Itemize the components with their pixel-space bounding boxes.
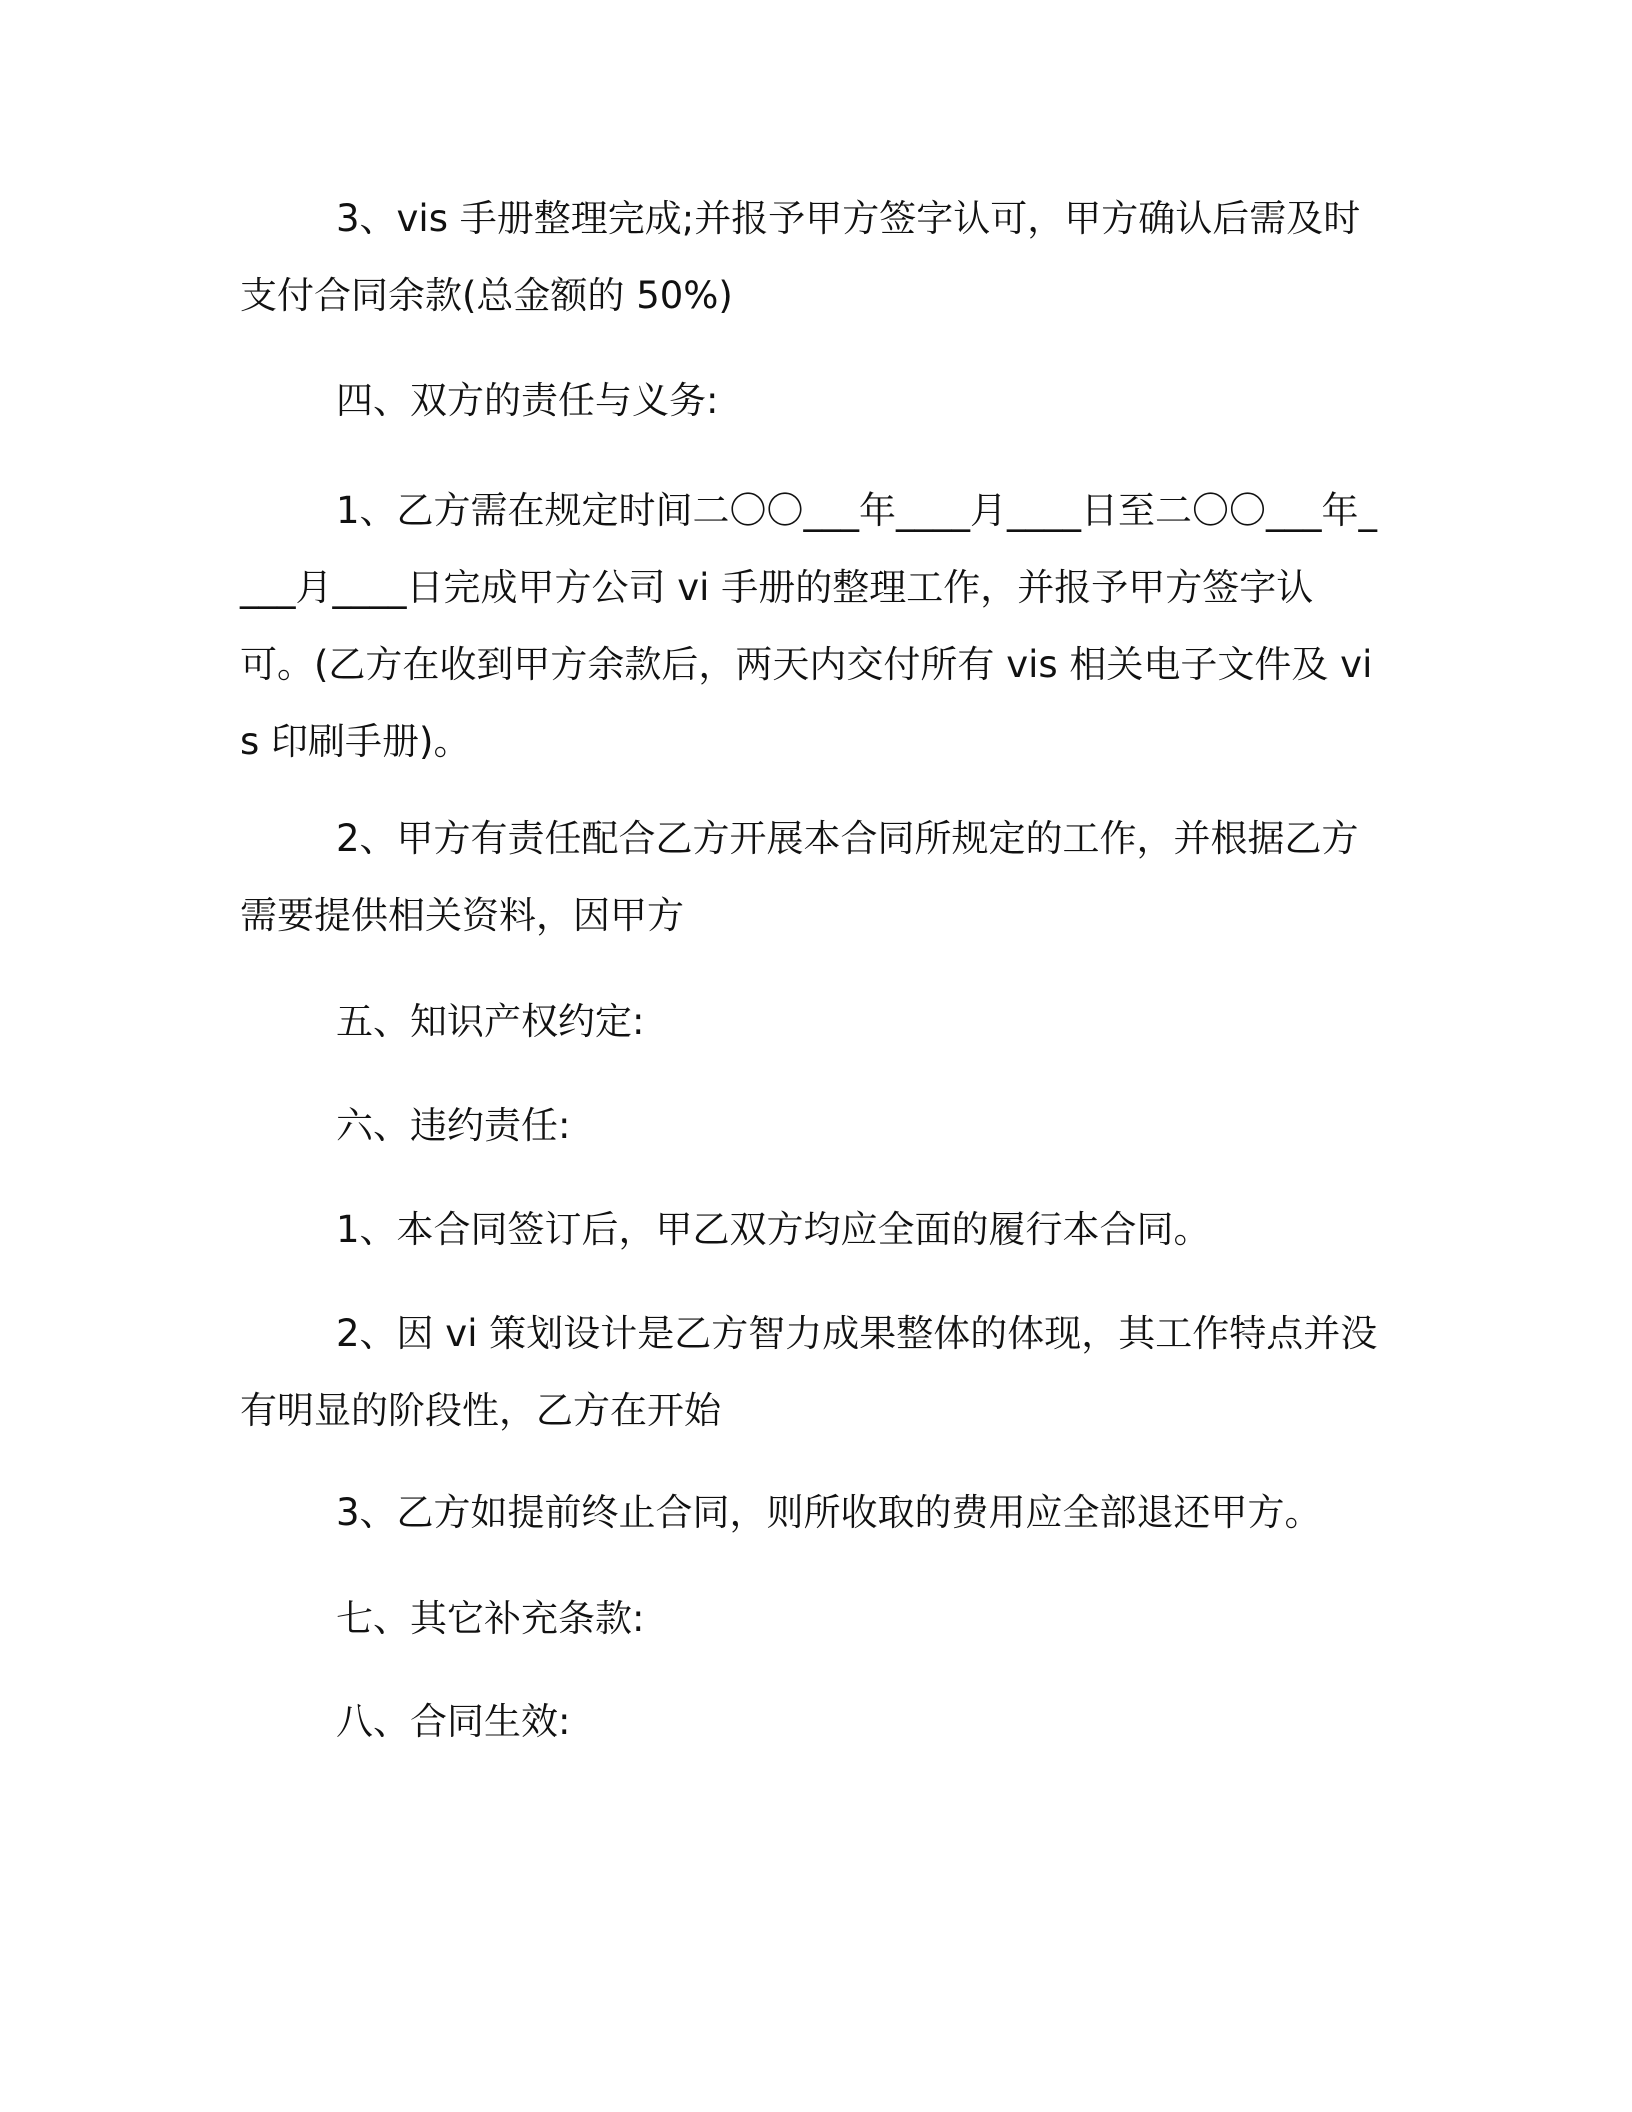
heading-section-4: 四、双方的责任与义务: [336,379,719,422]
paragraph-breach-clause-1: 1、本合同签订后，甲乙双方均应全面的履行本合同。 [336,1208,1211,1251]
heading-section-5: 五、知识产权约定: [336,1000,645,1043]
heading-section-8: 八、合同生效: [336,1700,571,1743]
heading-section-7: 七、其它补充条款: [336,1597,645,1640]
paragraph-payment-clause-3: 3、vis 手册整理完成;并报予甲方签字认可，甲方确认后需及时支付合同余款(总金额的 50%) [240,197,1361,317]
paragraph-duty-clause-1: 1、乙方需在规定时间二〇〇___年____月____日至二〇〇___年____月____日完成甲方公司 vi 手册的整理工作，并报予甲方签字认可。(乙方在收到甲方余款后，两天内交付所有 vis 相关电子文件及 vis 印刷手册)。 [240,489,1378,763]
heading-section-6: 六、违约责任: [336,1104,571,1147]
paragraph-breach-clause-2: 2、因 vi 策划设计是乙方智力成果整体的体现，其工作特点并没有明显的阶段性，乙方在开始 [240,1312,1378,1432]
paragraph-duty-clause-2: 2、甲方有责任配合乙方开展本合同所规定的工作，并根据乙方需要提供相关资料，因甲方 [240,817,1359,937]
paragraph-breach-clause-3: 3、乙方如提前终止合同，则所收取的费用应全部退还甲方。 [336,1491,1322,1534]
